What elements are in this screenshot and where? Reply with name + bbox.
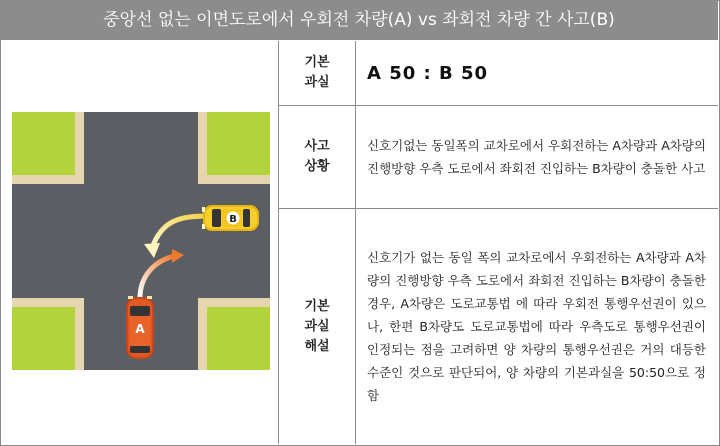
corner-bottom-right	[198, 298, 270, 370]
intersection-illustration	[12, 112, 270, 370]
accident-situation-label-text: 사고 상황	[304, 139, 330, 174]
accident-diagram	[0, 41, 279, 444]
fault-explanation-label	[279, 209, 356, 444]
car-a	[126, 296, 154, 359]
accident-situation-row	[279, 106, 718, 209]
basic-fault-content	[367, 41, 706, 105]
fault-explanation-text: 신호기가 없는 동일 폭의 교차로에서 우회전하는 A차량과 A차량의 진행방향 우측 도로에서 좌회전 진입하는 B차량이 충돌한 경우, A차량은 도로교통법 에 따라 우회전 통행우선권이 있으나, 한편 B차량도 도로교통법에 따라 우측도로 통행우선권이 인정되는 점을 고려하면 양 차량의 통행우선권은 거의 대등한 수준인 것으로 판단되어, 양 차량의 기본과실을 50:50으로 정함	[367, 250, 706, 403]
page-title: 중앙선 없는 이면도로에서 우회전 차량(A) vs 좌회전 차량 간 사고(B)	[0, 0, 718, 40]
basic-fault-label-text: 기본 과실	[304, 55, 330, 90]
corner-bottom-left	[12, 298, 84, 370]
car-b-label: B	[229, 214, 237, 225]
fault-explanation-content	[367, 209, 706, 444]
accident-situation-text: 신호기없는 동일폭의 교차로에서 우회전하는 A차량과 A차량의 진행방향 우측 도로에서 좌회전 진입하는 B차량이 충돌한 사고	[367, 138, 706, 176]
car-b	[202, 205, 259, 231]
fault-explanation-row	[279, 209, 718, 444]
corner-top-left	[12, 112, 84, 184]
fault-explanation-label-text: 기본 과실 해설	[304, 298, 330, 354]
car-a-label: A	[135, 322, 145, 336]
corner-top-right	[198, 112, 270, 184]
fault-ratio: A 50 : B 50	[367, 62, 489, 84]
accident-situation-content	[367, 106, 706, 208]
basic-fault-row	[279, 41, 718, 106]
accident-situation-label	[279, 106, 356, 208]
basic-fault-label	[279, 41, 356, 105]
